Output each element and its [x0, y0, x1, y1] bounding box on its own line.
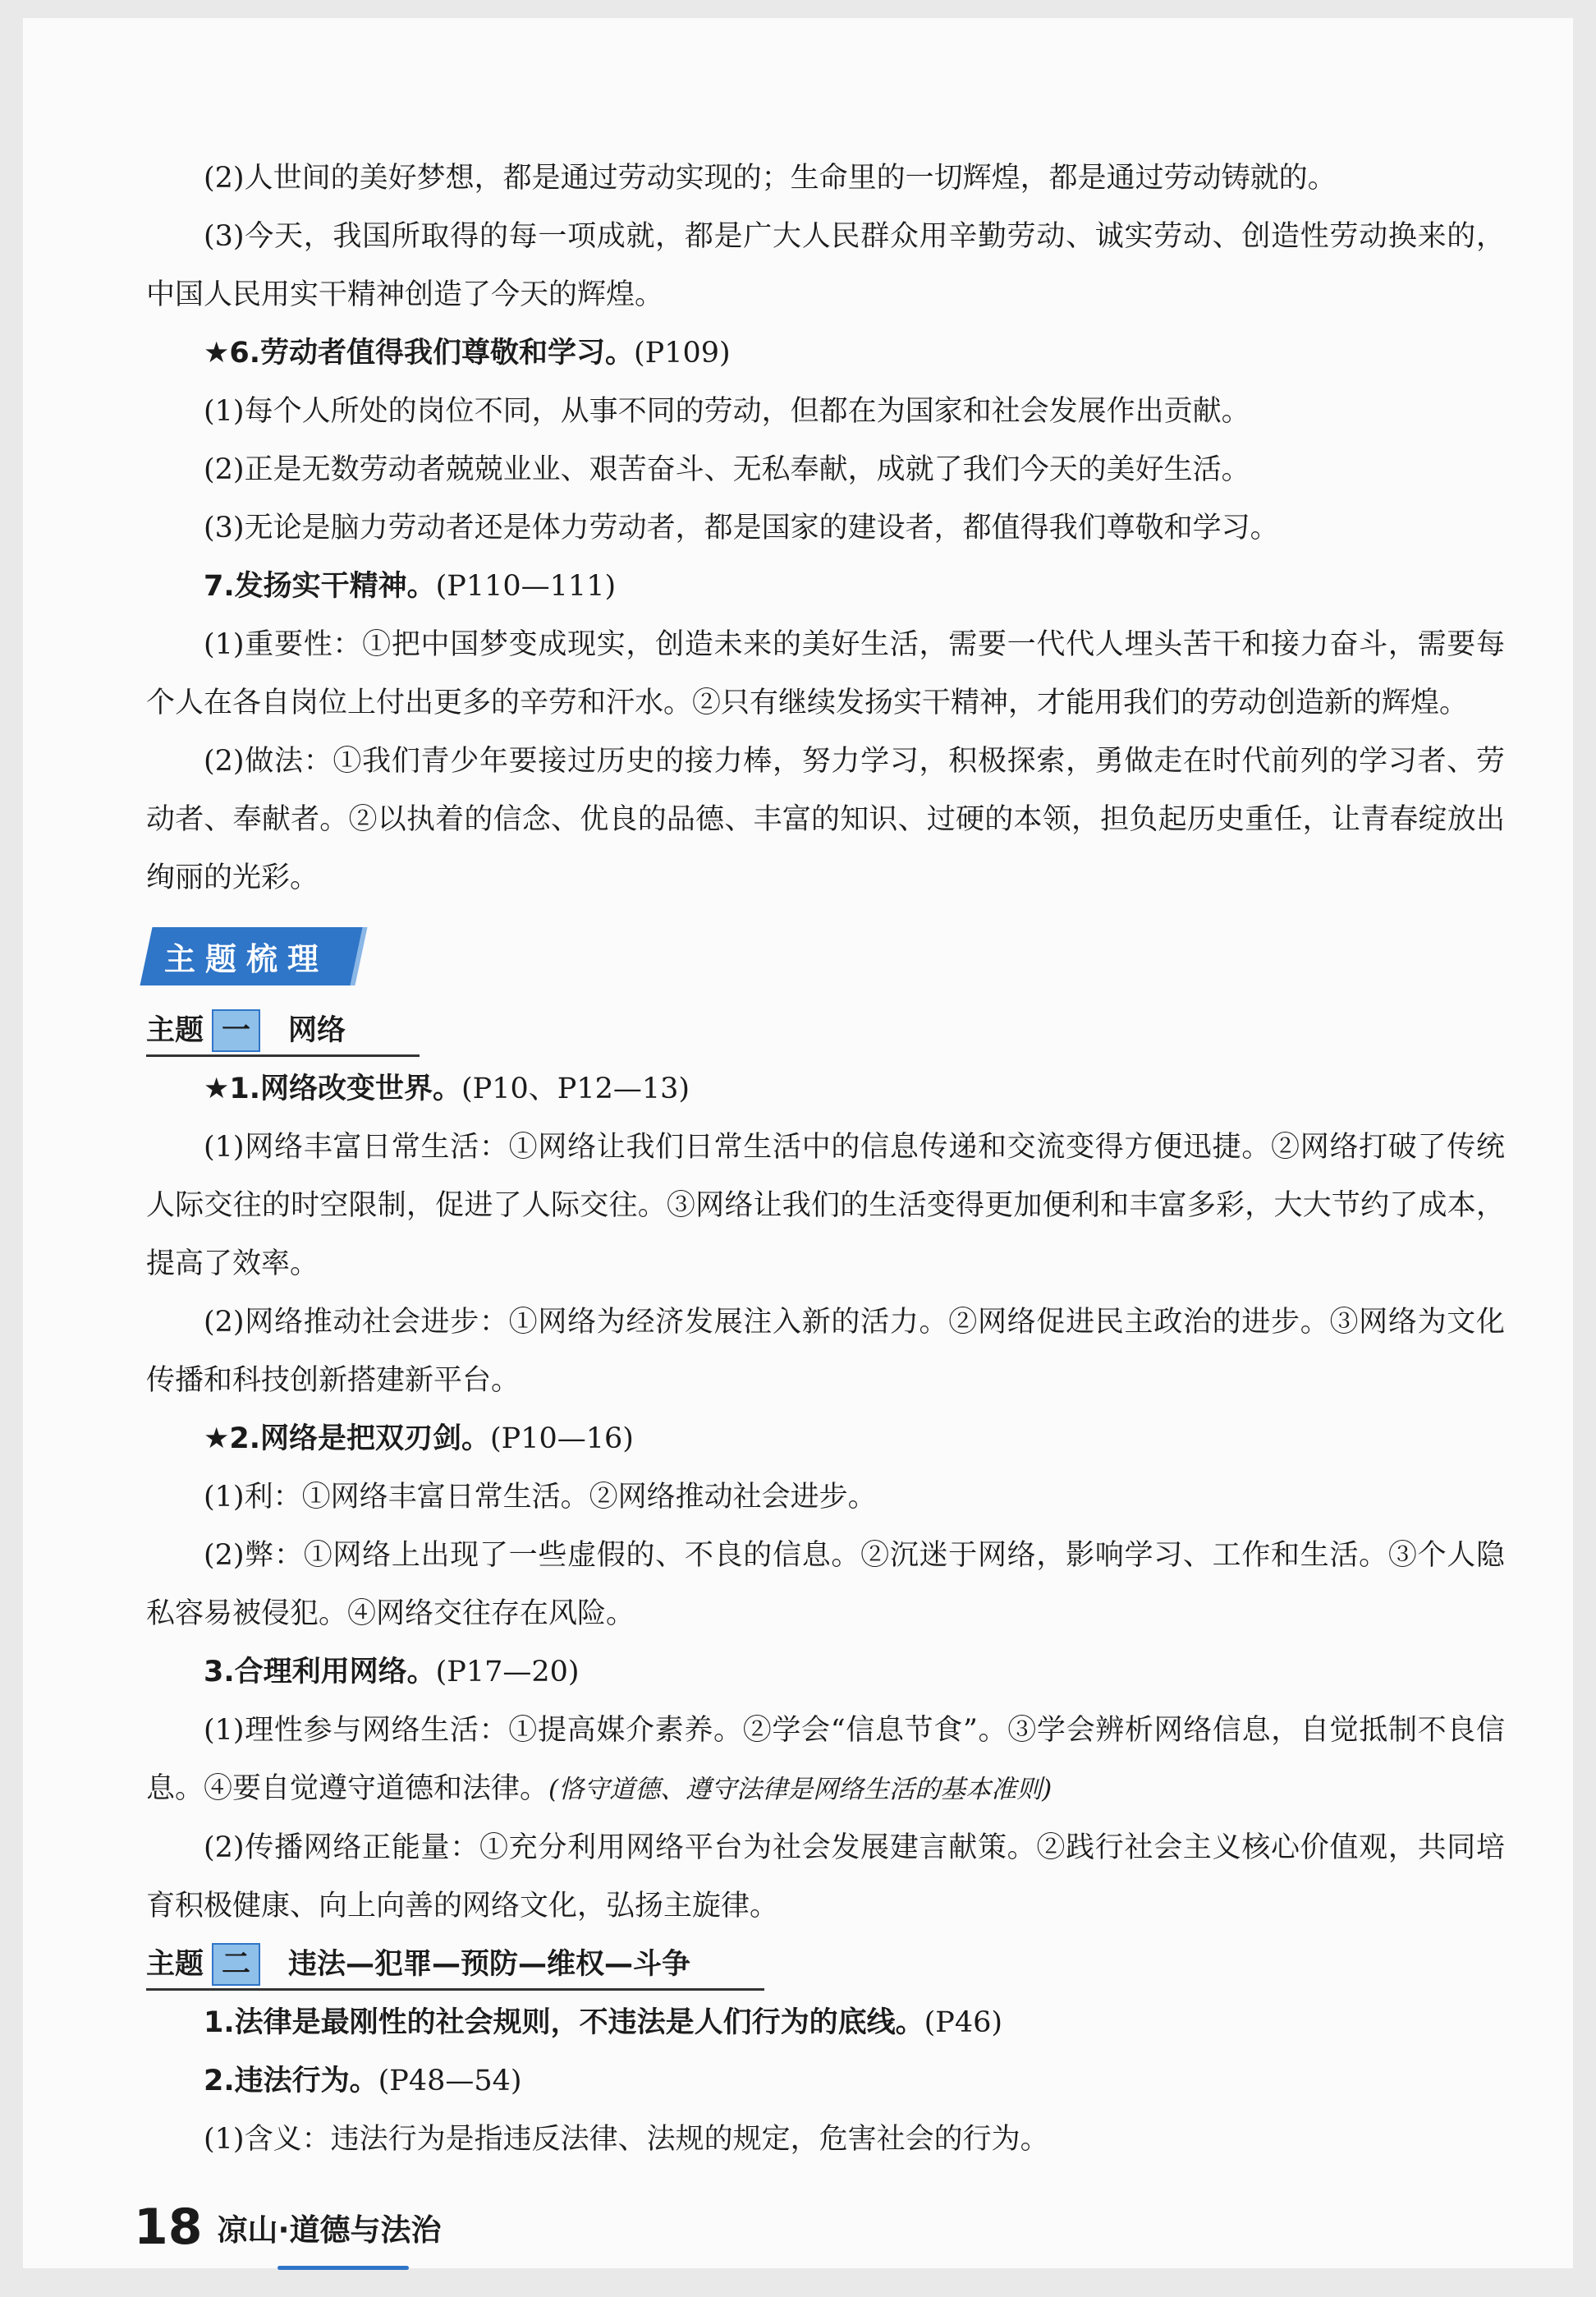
paragraph-text: (1)理性参与网络生活：①提高媒介素养。②学会“信息节食”。③学会辨析网络信息，自觉抵制不良信息。④要自觉遵守道德和法律。 [146, 1714, 1505, 1805]
paragraph: (1)含义：违法行为是指违反法律、法规的规定，危害社会的行为。 [204, 2123, 1049, 2156]
topic-number: 二 [212, 1943, 260, 1986]
heading-6 [146, 324, 1505, 383]
footer [134, 2198, 442, 2256]
heading-1 [146, 1994, 1505, 2052]
topic-heading [146, 1941, 764, 1991]
paragraph: (1)网络丰富日常生活：①网络让我们日常生活中的信息传递和交流变得方便迅捷。②网络打破了传统人际交往的时空限制，促进了人际交往。③网络让我们的生活变得更加便利和丰富多彩，大大节约了成本，提高了效率。 [146, 1131, 1505, 1280]
heading-text: ★1.网络改变世界。 [204, 1073, 462, 1105]
paragraph: (1)每个人所处的岗位不同，从事不同的劳动，但都在为国家和社会发展作出贡献。 [204, 395, 1250, 428]
page-ref: (P48—54) [378, 2065, 522, 2097]
paragraph [146, 1702, 1505, 1819]
heading-text: 3.合理利用网络。 [204, 1656, 436, 1688]
heading-text: ★2.网络是把双刃剑。 [204, 1422, 491, 1455]
footer-underline [277, 2266, 409, 2270]
paragraph: (2)人世间的美好梦想，都是通过劳动实现的；生命里的一切辉煌，都是通过劳动铸就的。 [204, 162, 1337, 195]
topic-1 [146, 1002, 1505, 1936]
paragraph: (2)正是无数劳动者兢兢业业、艰苦奋斗、无私奉献，成就了我们今天的美好生活。 [204, 453, 1250, 486]
heading-text: ★6.劳动者值得我们尊敬和学习。 [204, 337, 635, 370]
page-ref: (P10、P12—13) [461, 1073, 690, 1105]
heading-text: 2.违法行为。 [204, 2065, 378, 2097]
topic-label: 主题 [146, 1948, 204, 1981]
paragraph: (2)做法：①我们青少年要接过历史的接力棒，努力学习，积极探索，勇做走在时代前列的学习者、劳动者、奉献者。②以执着的信念、优良的品德、丰富的知识、过硬的本领，担负起历史重任，让青春绽放出绚丽的光彩。 [146, 745, 1505, 894]
paragraph: (1)利：①网络丰富日常生活。②网络推动社会进步。 [204, 1481, 877, 1514]
page-number: 18 [134, 2198, 203, 2256]
heading-2 [146, 2052, 1505, 2111]
paragraph: (2)弊：①网络上出现了一些虚假的、不良的信息。②沉迷于网络，影响学习、工作和生活。③个人隐私容易被侵犯。④网络交往存在风险。 [146, 1539, 1505, 1630]
note: (恪守道德、遵守法律是网络生活的基本准则) [548, 1775, 1053, 1804]
paragraph: (2)网络推动社会进步：①网络为经济发展注入新的活力。②网络促进民主政治的进步。③网络为文化传播和科技创新搭建新平台。 [146, 1306, 1505, 1397]
topic-number: 一 [212, 1009, 260, 1052]
heading-1 [146, 1060, 1505, 1119]
heading-7 [146, 558, 1505, 616]
section-banner-text: 主题梳理 [164, 941, 329, 977]
page-ref: (P46) [924, 2006, 1003, 2039]
page [23, 18, 1573, 2268]
section-banner [140, 927, 362, 985]
footer-title: 凉山·道德与法治 [217, 2212, 442, 2248]
page-ref: (P110—111) [435, 570, 617, 603]
paragraph: (1)重要性：①把中国梦变成现实，创造未来的美好生活，需要一代代人埋头苦干和接力奋斗，需要每个人在各自岗位上付出更多的辛劳和汗水。②只有继续发扬实干精神，才能用我们的劳动创造新的辉煌。 [146, 628, 1505, 719]
heading-3 [146, 1643, 1505, 1702]
topic-title: 违法—犯罪—预防—维权—斗争 [288, 1948, 691, 1981]
topic-2 [146, 1936, 1505, 2169]
topic-label: 主题 [146, 1014, 204, 1047]
page-ref: (P17—20) [435, 1656, 580, 1688]
paragraph: (3)今天，我国所取得的每一项成就，都是广大人民群众用辛勤劳动、诚实劳动、创造性劳动换来的，中国人民用实干精神创造了今天的辉煌。 [146, 220, 1505, 311]
topic-title: 网络 [288, 1014, 346, 1047]
content [146, 149, 1505, 2169]
page-ref: (P10—16) [490, 1422, 634, 1455]
paragraph: (2)传播网络正能量：①充分利用网络平台为社会发展建言献策。②践行社会主义核心价值观，共同培育积极健康、向上向善的网络文化，弘扬主旋律。 [146, 1831, 1505, 1923]
heading-text: 1.法律是最刚性的社会规则，不违法是人们行为的底线。 [204, 2006, 924, 2039]
paragraph: (3)无论是脑力劳动者还是体力劳动者，都是国家的建设者，都值得我们尊敬和学习。 [204, 512, 1279, 544]
page-ref: (P109) [634, 337, 731, 370]
heading-2 [146, 1410, 1505, 1468]
heading-text: 7.发扬实干精神。 [204, 570, 436, 603]
topic-heading [146, 1007, 420, 1057]
